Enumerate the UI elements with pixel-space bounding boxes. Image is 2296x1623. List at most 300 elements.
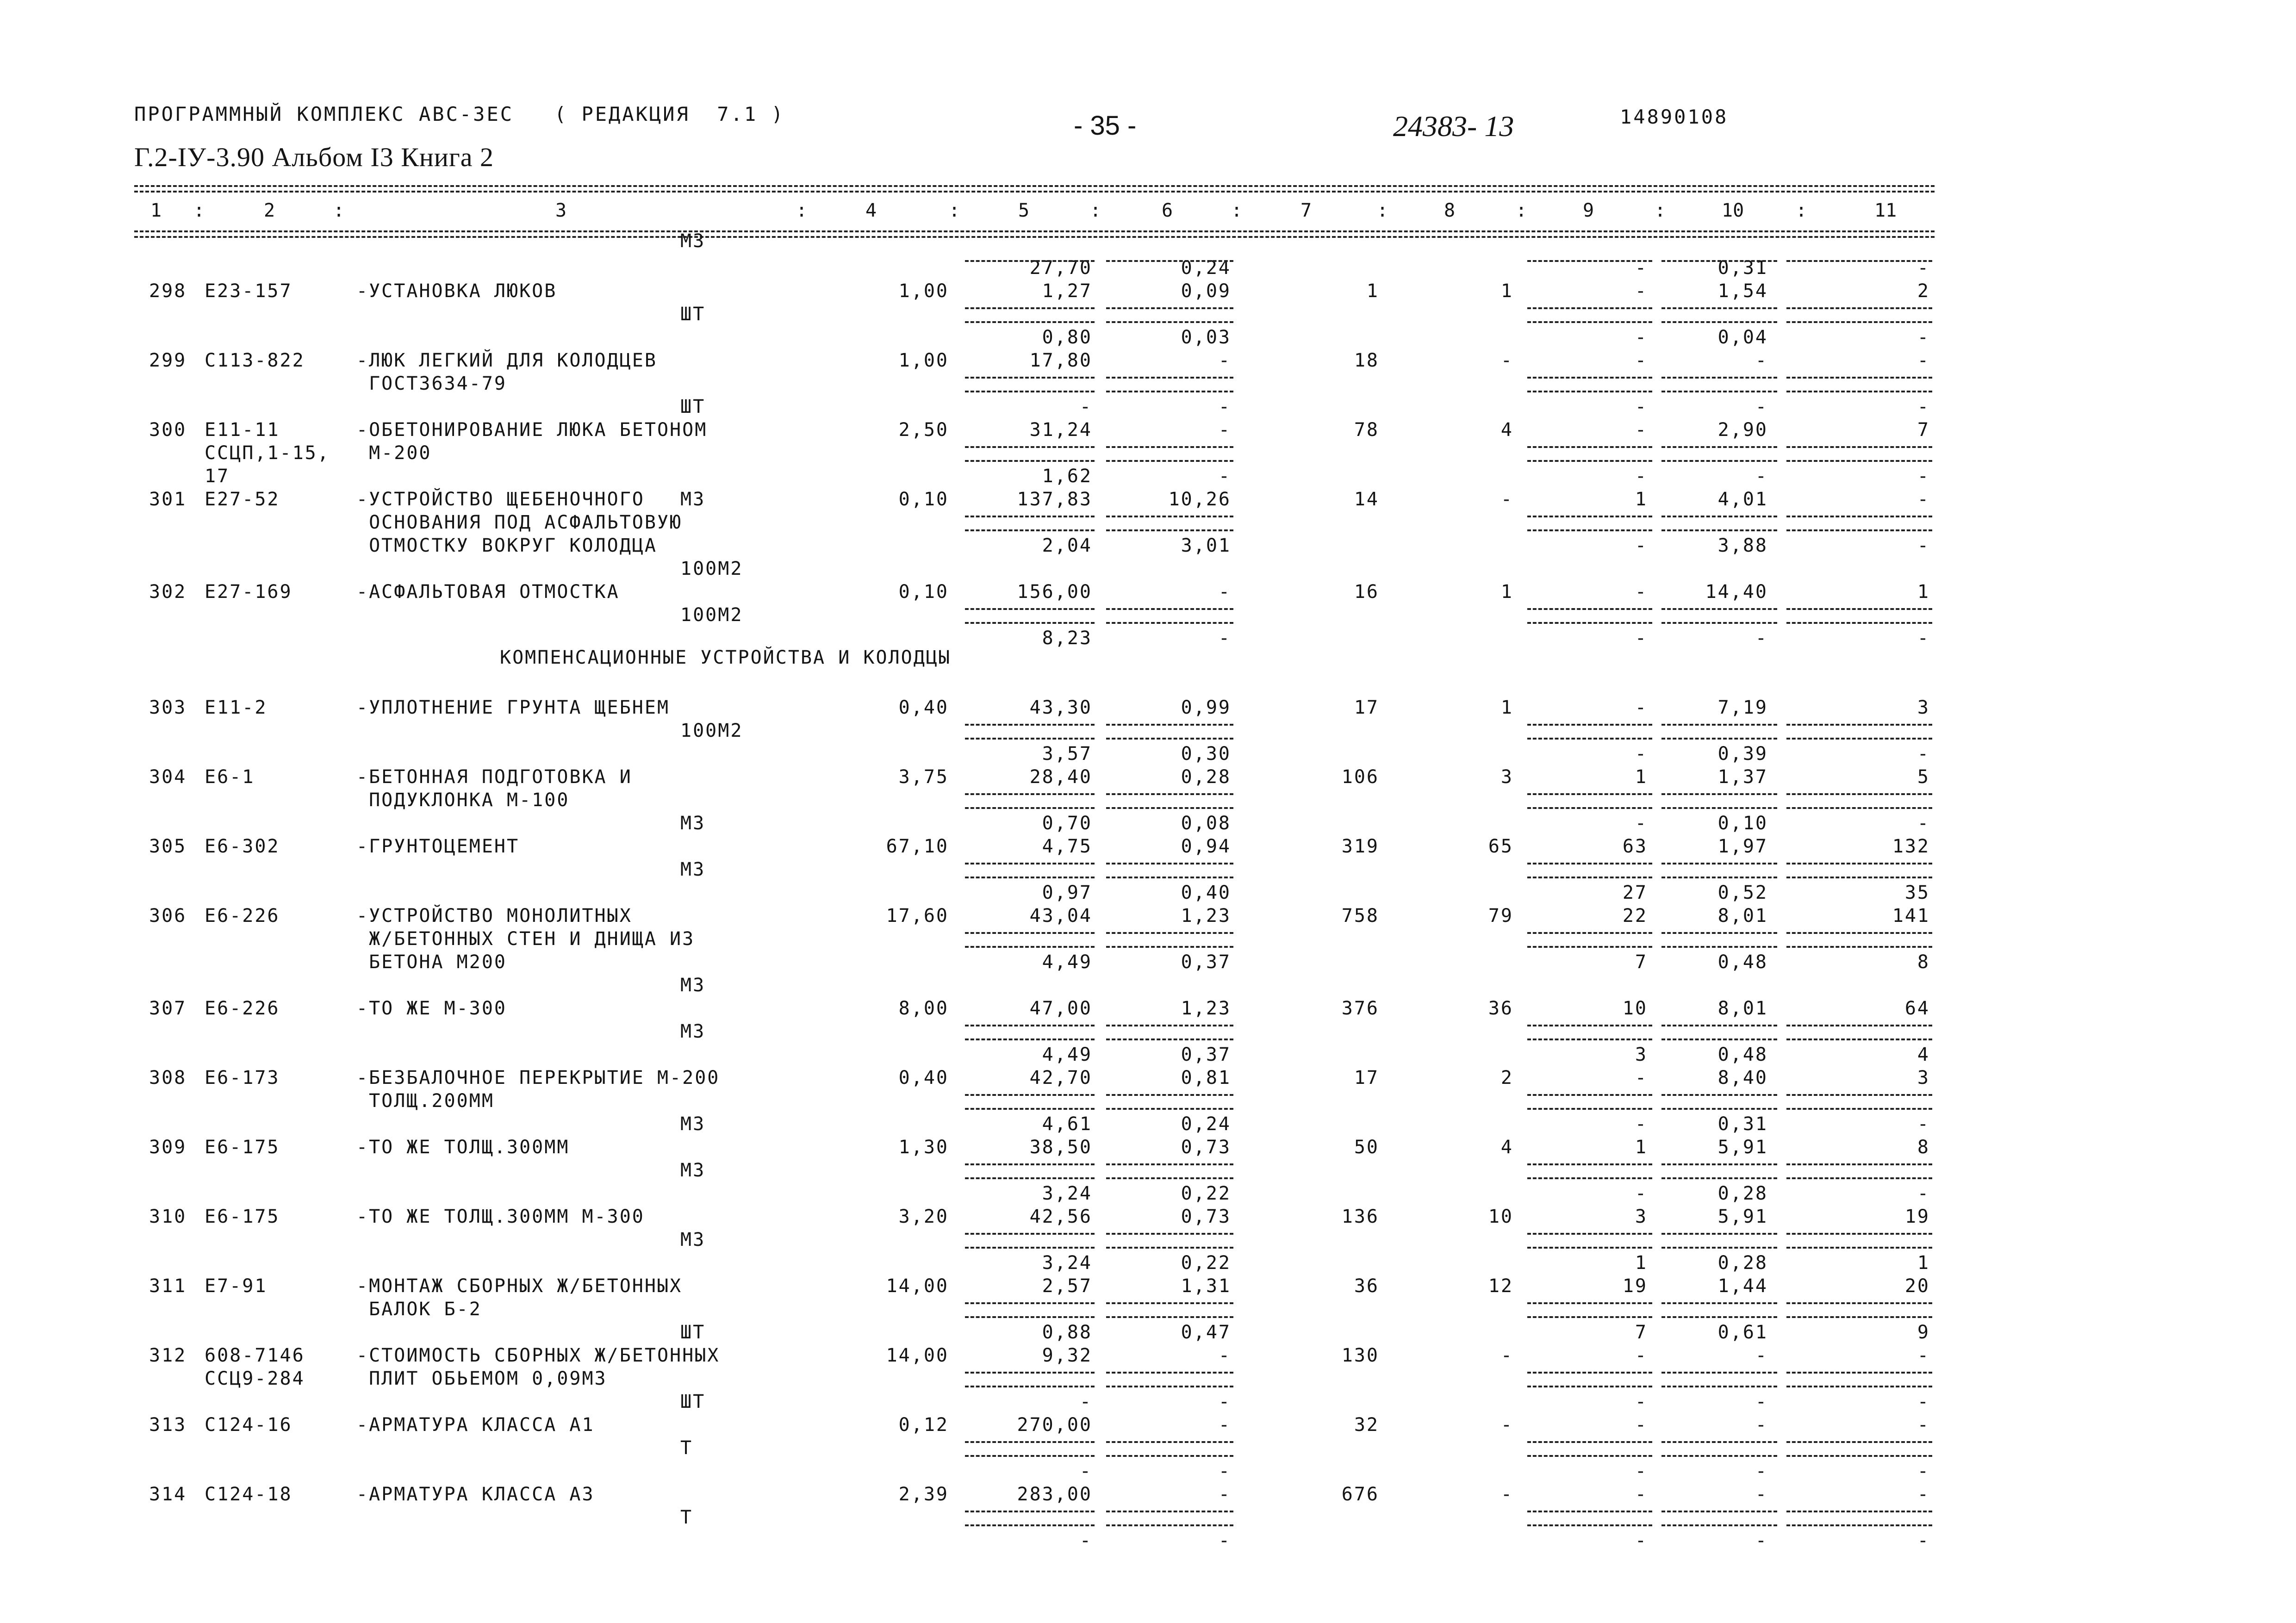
machine-cost: -	[1635, 628, 1648, 649]
labor-total: 64	[1904, 998, 1930, 1019]
unit-wage: -	[1218, 1530, 1231, 1551]
unit-label: М3	[680, 813, 706, 834]
total-cost: 319	[1341, 836, 1379, 857]
labor-total: 1	[1917, 581, 1930, 603]
cell-divider	[1106, 724, 1233, 726]
unit-wage: 0,24	[1181, 1113, 1231, 1135]
quantity: 1,00	[898, 280, 949, 302]
machine-cost: -	[1635, 743, 1648, 765]
machine-cost: -	[1635, 327, 1648, 348]
cell-divider	[1661, 1094, 1777, 1096]
cell-divider	[1527, 1511, 1652, 1512]
unit-price: -	[1079, 1391, 1092, 1412]
labor-total: -	[1917, 743, 1930, 765]
labor-per-unit: 0,28	[1717, 1252, 1768, 1274]
cell-divider	[1106, 391, 1233, 392]
work-description: Ж/БЕТОННЫХ СТЕН И ДНИЩА ИЗ	[356, 928, 695, 950]
cell-divider	[1527, 1177, 1652, 1179]
cell-divider	[965, 807, 1095, 809]
cell-divider	[965, 793, 1095, 795]
machine-cost: -	[1635, 1461, 1648, 1482]
unit-wage: -	[1218, 350, 1231, 371]
cell-divider	[1661, 1455, 1777, 1457]
cell-divider	[1786, 863, 1932, 864]
cell-divider	[965, 1455, 1095, 1457]
labor-total: 4	[1917, 1044, 1930, 1065]
labor-total: -	[1917, 1484, 1930, 1505]
cell-divider	[1786, 877, 1932, 878]
unit-price: 2,57	[1042, 1275, 1092, 1297]
cell-divider	[1661, 307, 1777, 309]
unit-label: ШТ	[680, 1391, 706, 1412]
unit-price: 156,00	[1017, 581, 1092, 603]
labor-per-unit: 1,97	[1717, 836, 1768, 857]
cell-divider	[1106, 1455, 1233, 1457]
work-description: БАЛОК Б-2	[356, 1299, 482, 1320]
unit-wage: 0,99	[1181, 697, 1231, 718]
quantity: 14,00	[886, 1345, 949, 1366]
unit-price: 42,56	[1029, 1206, 1092, 1227]
quantity: 14,00	[886, 1275, 949, 1297]
labor-per-unit: 0,31	[1717, 257, 1768, 279]
wage-cost: -	[1500, 350, 1513, 371]
labor-per-unit: 0,48	[1717, 951, 1768, 973]
unit-price: 1,62	[1042, 466, 1092, 487]
machine-cost: 10	[1622, 998, 1648, 1019]
total-cost: 106	[1341, 766, 1379, 788]
cell-divider	[1661, 1441, 1777, 1443]
labor-per-unit: -	[1755, 396, 1768, 417]
quantity: 1,00	[898, 350, 949, 371]
labor-per-unit: 0,31	[1717, 1113, 1768, 1135]
column-header-11: 11	[1874, 200, 1897, 221]
cell-divider	[1786, 1455, 1932, 1457]
cell-divider	[1527, 946, 1652, 948]
unit-price: -	[1079, 396, 1092, 417]
cell-divider	[965, 724, 1095, 726]
cell-divider	[1527, 1163, 1652, 1165]
unit-wage: -	[1218, 419, 1231, 441]
cell-divider	[1661, 516, 1777, 517]
cell-divider	[1661, 608, 1777, 610]
cell-divider	[1527, 1302, 1652, 1304]
unit-wage: 0,08	[1181, 813, 1231, 834]
unit-wage: 1,31	[1181, 1275, 1231, 1297]
cell-divider	[1527, 863, 1652, 864]
wage-cost: -	[1500, 1345, 1513, 1366]
unit-wage: -	[1218, 396, 1231, 417]
labor-per-unit: 8,40	[1717, 1067, 1768, 1088]
page-number: - 35 -	[1074, 111, 1137, 141]
cell-divider	[1106, 529, 1233, 531]
labor-per-unit: 1,54	[1717, 280, 1768, 302]
cell-divider	[1661, 863, 1777, 864]
cell-divider	[1527, 1094, 1652, 1096]
row-number: 309	[149, 1137, 187, 1158]
cell-divider	[1527, 622, 1652, 624]
row-number: 299	[149, 350, 187, 371]
handwritten-code: 24383- 13	[1393, 110, 1514, 143]
labor-per-unit: 5,91	[1717, 1206, 1768, 1227]
cell-divider	[1527, 1455, 1652, 1457]
cell-divider	[965, 1372, 1095, 1374]
labor-per-unit: 0,10	[1717, 813, 1768, 834]
cell-divider	[1527, 391, 1652, 392]
cell-divider	[1661, 321, 1777, 323]
unit-price: 8,23	[1042, 628, 1092, 649]
cell-divider	[1786, 724, 1932, 726]
rate-code: ССЦ9-284	[205, 1368, 305, 1389]
unit-price: 4,75	[1042, 836, 1092, 857]
unit-price: 270,00	[1017, 1414, 1092, 1436]
cell-divider	[1786, 391, 1932, 392]
cell-divider	[1786, 1441, 1932, 1443]
column-separator: :	[949, 200, 960, 221]
rate-code: Е6-302	[205, 836, 280, 857]
quantity: 67,10	[886, 836, 949, 857]
cell-divider	[1106, 622, 1233, 624]
cell-divider	[1786, 932, 1932, 934]
row-number: 304	[149, 766, 187, 788]
cell-divider	[1786, 1316, 1932, 1318]
labor-total: 9	[1917, 1322, 1930, 1343]
unit-label: М3	[680, 1113, 706, 1135]
column-separator: :	[193, 200, 205, 221]
unit-label: М3	[680, 1160, 706, 1181]
labor-total: -	[1917, 1113, 1930, 1135]
cell-divider	[1661, 260, 1777, 262]
unit-wage: 0,47	[1181, 1322, 1231, 1343]
labor-per-unit: -	[1755, 1345, 1768, 1366]
labor-total: -	[1917, 1461, 1930, 1482]
labor-per-unit: 0,04	[1717, 327, 1768, 348]
cell-divider	[1661, 738, 1777, 740]
total-cost: 376	[1341, 998, 1379, 1019]
labor-per-unit: 0,39	[1717, 743, 1768, 765]
cell-divider	[1527, 608, 1652, 610]
cell-divider	[1527, 807, 1652, 809]
cell-divider	[1786, 1524, 1932, 1526]
cell-divider	[1106, 807, 1233, 809]
labor-total: -	[1917, 628, 1930, 649]
column-header-7: 7	[1300, 200, 1312, 221]
labor-per-unit: -	[1755, 1461, 1768, 1482]
cell-divider	[965, 1177, 1095, 1179]
cell-divider	[1661, 1524, 1777, 1526]
labor-total: -	[1917, 327, 1930, 348]
rate-code: Е6-173	[205, 1067, 280, 1088]
labor-per-unit: 7,19	[1717, 697, 1768, 718]
unit-price: -	[1079, 1530, 1092, 1551]
unit-label: 100М2	[680, 558, 743, 579]
cell-divider	[1661, 1247, 1777, 1249]
row-number: 300	[149, 419, 187, 441]
unit-price: 4,49	[1042, 951, 1092, 973]
labor-per-unit: 0,48	[1717, 1044, 1768, 1065]
work-description: -МОНТАЖ СБОРНЫХ Ж/БЕТОННЫХ	[356, 1275, 683, 1297]
cell-divider	[965, 1233, 1095, 1235]
machine-cost: -	[1635, 581, 1648, 603]
unit-price: 3,24	[1042, 1183, 1092, 1204]
labor-total: -	[1917, 1530, 1930, 1551]
column-header-2: 2	[264, 200, 275, 221]
machine-cost: 1	[1635, 489, 1648, 510]
cell-divider	[1106, 738, 1233, 740]
cell-divider	[965, 1025, 1095, 1026]
cell-divider	[1661, 529, 1777, 531]
work-description: ПОДУКЛОНКА М-100	[356, 790, 570, 811]
work-description: -БЕЗБАЛОЧНОЕ ПЕРЕКРЫТИЕ М-200	[356, 1067, 720, 1088]
machine-cost: 22	[1622, 905, 1648, 927]
cell-divider	[1106, 1094, 1233, 1096]
labor-per-unit: 8,01	[1717, 998, 1768, 1019]
row-number: 307	[149, 998, 187, 1019]
unit-label: М3	[680, 230, 706, 252]
cell-divider	[1527, 516, 1652, 517]
quantity: 0,10	[898, 489, 949, 510]
cell-divider	[965, 1386, 1095, 1387]
rate-code: Е11-11	[205, 419, 280, 441]
cell-divider	[1786, 807, 1932, 809]
cell-divider	[1786, 608, 1932, 610]
unit-price: 27,70	[1029, 257, 1092, 279]
machine-cost: 1	[1635, 1137, 1648, 1158]
row-number: 303	[149, 697, 187, 718]
cell-divider	[1661, 793, 1777, 795]
cell-divider	[1106, 1524, 1233, 1526]
cell-divider	[1786, 529, 1932, 531]
cell-divider	[1786, 460, 1932, 462]
unit-price: 38,50	[1029, 1137, 1092, 1158]
cell-divider	[1527, 446, 1652, 448]
total-cost: 1	[1366, 280, 1379, 302]
labor-per-unit: 0,52	[1717, 882, 1768, 903]
cell-divider	[1527, 321, 1652, 323]
cell-divider	[965, 1163, 1095, 1165]
column-header-4: 4	[865, 200, 877, 221]
unit-price: 43,30	[1029, 697, 1092, 718]
cell-divider	[1527, 1025, 1652, 1026]
labor-total: 3	[1917, 1067, 1930, 1088]
cell-divider	[1527, 724, 1652, 726]
cell-divider	[1786, 1302, 1932, 1304]
work-description: -АРМАТУРА КЛАССА А1	[356, 1414, 595, 1436]
unit-label: М3	[680, 1021, 706, 1042]
unit-wage: 0,37	[1181, 951, 1231, 973]
rate-code: Е23-157	[205, 280, 292, 302]
unit-wage: 10,26	[1168, 489, 1231, 510]
total-cost: 36	[1354, 1275, 1379, 1297]
cell-divider	[965, 1247, 1095, 1249]
unit-price: 0,80	[1042, 327, 1092, 348]
unit-label: М3	[680, 489, 706, 510]
cell-divider	[1106, 516, 1233, 517]
cell-divider	[1786, 738, 1932, 740]
cell-divider	[1106, 1163, 1233, 1165]
column-separator: :	[1090, 200, 1101, 221]
unit-wage: 0,37	[1181, 1044, 1231, 1065]
cell-divider	[1527, 307, 1652, 309]
unit-wage: 0,28	[1181, 766, 1231, 788]
unit-price: 9,32	[1042, 1345, 1092, 1366]
work-description: -УСТАНОВКА ЛЮКОВ	[356, 280, 557, 302]
unit-label: М3	[680, 975, 706, 996]
unit-wage: -	[1218, 1391, 1231, 1412]
cell-divider	[1527, 1372, 1652, 1374]
machine-cost: -	[1635, 1067, 1648, 1088]
rate-code: Е27-169	[205, 581, 292, 603]
unit-wage: 0,30	[1181, 743, 1231, 765]
row-number: 311	[149, 1275, 187, 1297]
cell-divider	[1661, 1038, 1777, 1040]
unit-price: 3,24	[1042, 1252, 1092, 1274]
labor-per-unit: -	[1755, 1414, 1768, 1436]
labor-total: -	[1917, 466, 1930, 487]
labor-per-unit: 3,88	[1717, 535, 1768, 556]
cell-divider	[1786, 793, 1932, 795]
cell-divider	[965, 307, 1095, 309]
column-header-5: 5	[1018, 200, 1030, 221]
cell-divider	[965, 932, 1095, 934]
unit-price: 43,04	[1029, 905, 1092, 927]
labor-total: -	[1917, 396, 1930, 417]
work-description: ОТМОСТКУ ВОКРУГ КОЛОДЦА	[356, 535, 657, 556]
cell-divider	[1786, 260, 1932, 262]
cell-divider	[1527, 377, 1652, 379]
unit-wage: 0,24	[1181, 257, 1231, 279]
unit-label: ШТ	[680, 1322, 706, 1343]
unit-price: 283,00	[1017, 1484, 1092, 1505]
unit-wage: 0,81	[1181, 1067, 1231, 1088]
cell-divider	[1661, 1233, 1777, 1235]
machine-cost: 7	[1635, 951, 1648, 973]
unit-label: 100М2	[680, 604, 743, 626]
cell-divider	[1527, 1038, 1652, 1040]
cell-divider	[965, 516, 1095, 517]
cell-divider	[1786, 1511, 1932, 1512]
labor-total: 20	[1904, 1275, 1930, 1297]
labor-total: -	[1917, 1391, 1930, 1412]
cell-divider	[1106, 321, 1233, 323]
machine-cost: -	[1635, 396, 1648, 417]
machine-cost: -	[1635, 1484, 1648, 1505]
cell-divider	[965, 391, 1095, 392]
rate-code: Е6-175	[205, 1137, 280, 1158]
labor-total: -	[1917, 1414, 1930, 1436]
cell-divider	[965, 321, 1095, 323]
cell-divider	[1786, 1177, 1932, 1179]
machine-cost: -	[1635, 257, 1648, 279]
work-description: ОСНОВАНИЯ ПОД АСФАЛЬТОВУЮ	[356, 512, 683, 533]
wage-cost: 3	[1500, 766, 1513, 788]
section-title: КОМПЕНСАЦИОННЫЕ УСТРОЙСТВА И КОЛОДЦЫ	[500, 647, 951, 668]
machine-cost: 7	[1635, 1322, 1648, 1343]
quantity: 3,20	[898, 1206, 949, 1227]
cell-divider	[965, 877, 1095, 878]
labor-per-unit: 1,37	[1717, 766, 1768, 788]
row-number: 314	[149, 1484, 187, 1505]
cell-divider	[965, 738, 1095, 740]
unit-wage: -	[1218, 1461, 1231, 1482]
labor-total: -	[1917, 1345, 1930, 1366]
cell-divider	[1661, 946, 1777, 948]
machine-cost: 3	[1635, 1044, 1648, 1065]
column-header-1: 1	[150, 200, 162, 221]
machine-cost: -	[1635, 1113, 1648, 1135]
unit-wage: 0,73	[1181, 1137, 1231, 1158]
cell-divider	[1661, 1372, 1777, 1374]
unit-price: 3,57	[1042, 743, 1092, 765]
cell-divider	[965, 608, 1095, 610]
work-description: -УСТРОЙСТВО ЩЕБЕНОЧНОГО	[356, 489, 645, 510]
total-cost: 14	[1354, 489, 1379, 510]
cell-divider	[1661, 391, 1777, 392]
total-cost: 16	[1354, 581, 1379, 603]
labor-total: 3	[1917, 697, 1930, 718]
labor-per-unit: -	[1755, 628, 1768, 649]
labor-per-unit: 0,61	[1717, 1322, 1768, 1343]
wage-cost: 4	[1500, 419, 1513, 441]
cell-divider	[1106, 608, 1233, 610]
rate-code: Е6-1	[205, 766, 255, 788]
work-description: -СТОИМОСТЬ СБОРНЫХ Ж/БЕТОННЫХ	[356, 1345, 720, 1366]
work-description: ПЛИТ ОБЬЕМОМ 0,09М3	[356, 1368, 607, 1389]
cell-divider	[1661, 1511, 1777, 1512]
cell-divider	[1106, 260, 1233, 262]
cell-divider	[965, 460, 1095, 462]
rate-code: Е7-91	[205, 1275, 268, 1297]
column-header-9: 9	[1583, 200, 1594, 221]
unit-wage: -	[1218, 1345, 1231, 1366]
rate-code: Е6-226	[205, 998, 280, 1019]
cell-divider	[1106, 1386, 1233, 1387]
unit-price: 2,04	[1042, 535, 1092, 556]
cell-divider	[965, 622, 1095, 624]
work-description: ГОСТ3634-79	[356, 373, 507, 394]
labor-per-unit: 1,44	[1717, 1275, 1768, 1297]
wage-cost: 79	[1488, 905, 1513, 927]
unit-wage: -	[1218, 1414, 1231, 1436]
column-separator: :	[1516, 200, 1527, 221]
unit-wage: 0,94	[1181, 836, 1231, 857]
unit-price: -	[1079, 1461, 1092, 1482]
labor-total: 8	[1917, 1137, 1930, 1158]
labor-total: 1	[1917, 1252, 1930, 1274]
cell-divider	[1106, 1025, 1233, 1026]
machine-cost: 63	[1622, 836, 1648, 857]
document-number: 14890108	[1620, 106, 1729, 128]
total-cost: 78	[1354, 419, 1379, 441]
column-header-10: 10	[1722, 200, 1744, 221]
cell-divider	[1106, 1441, 1233, 1443]
rate-code: Е6-175	[205, 1206, 280, 1227]
unit-wage: 0,03	[1181, 327, 1231, 348]
rate-code: Е11-2	[205, 697, 268, 718]
unit-wage: 3,01	[1181, 535, 1231, 556]
labor-per-unit: 2,90	[1717, 419, 1768, 441]
cell-divider	[1106, 793, 1233, 795]
unit-wage: 0,22	[1181, 1252, 1231, 1274]
total-cost: 130	[1341, 1345, 1379, 1366]
work-description: БЕТОНА М200	[356, 951, 507, 973]
unit-wage: 0,09	[1181, 280, 1231, 302]
unit-wage: -	[1218, 1484, 1231, 1505]
cell-divider	[965, 446, 1095, 448]
cell-divider	[1527, 1108, 1652, 1110]
row-number: 313	[149, 1414, 187, 1436]
machine-cost: -	[1635, 1530, 1648, 1551]
column-header-6: 6	[1162, 200, 1173, 221]
